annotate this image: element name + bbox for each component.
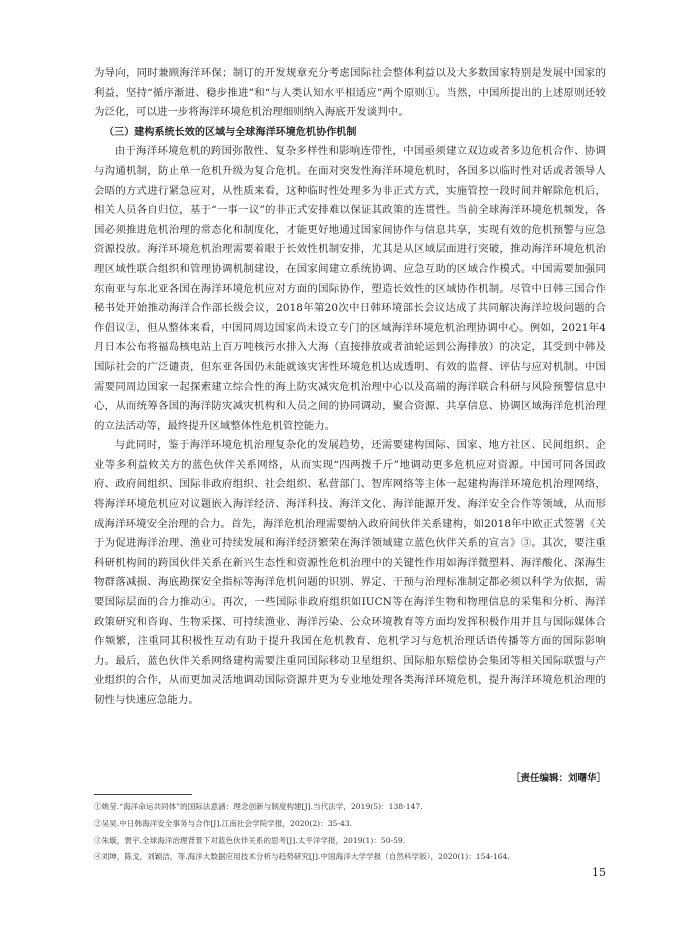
- page-number: 15: [592, 866, 606, 879]
- article-body: [94, 64, 606, 711]
- footnote-divider: [94, 794, 192, 795]
- paragraph: 由于海洋环境危机的跨国弥散性、复杂多样性和影响连带性，中国亟须建立双边或者多边危机合作、协调与沟通机制，防止单一危机升级为复合危机。在面对突发性海洋环境危机时，各国多以临时性对话或者领导人会晤的方式进行紧急应对，从性质来看，这种临时性处理多为非正式方式，实施管控一段时间并解除危机后，相关人员各自归位，基于“一事一议”的非正式安排难以保证其政策的连贯性。当前全球海洋环境危机频发，各国必须推进危机治理的常态化和制度化，才能更好地通过国家间协作与信息共享，实现有效的危机预警与应急资源投放。海洋环境危机治理需要着眼于长效性机制安排，尤其是从区域层面进行突破，推动海洋环境危机治理区域性联合组织和管理协调机制建设，在国家间建立系统协调、应急互助的区域合作模式。中国需要加强同东南亚与东北亚各国在海洋环境危机应对方面的国际协作，塑造长效性的区域协作机制。尽管中日韩三国合作秘书处开始推动海洋合作部长级会议，2018年第20次中日韩环境部长会议达成了共同解决海洋垃圾问题的合作倡议②，但从整体来看，中国同周边国家尚未设立专门的区域海洋环境危机治理协调中心。例如，2021年4月日本公布将福岛核电站上百万吨核污水排入大海（直接排放或者油轮运到公海排放）的决定，其受到中韩及国际社会的广泛谴责，但东亚各国仍未能就该灾害性环境危机达成透明、有效的监督、评估与应对机制。中国需要同周边国家一起探索建立综合性的海上防灾减灾危机治理中心以及高端的海洋联合科研与风险预警信息中心，从而统筹各国的海洋防灾减灾机构和人员之间的协同调动，聚合资源、共享信息、协调区域海洋危机治理的立法活动等，最终提升区域整体性危机管控能力。: [94, 145, 606, 432]
- paragraph: 与此同时，鉴于海洋环境危机治理复杂化的发展趋势，还需要建构国际、国家、地方社区、民间组织、企业等多利益攸关方的蓝色伙伴关系网络，从而实现“四两拨千斤”地调动更多危机应对资源。中国可同各国政府、政府间组织、国际非政府组织、社会组织、私营部门、智库网络等主体一起建构海洋环境危机治理网络，将海洋环境危机应对议题嵌入海洋经济、海洋科技、海洋文化、海洋能源开发、海洋安全合作等领域，从而形成海洋环境安全治理的合力。首先，海洋危机治理需要纳入政府间伙伴关系建构，如2018年中欧正式签署《关于为促进海洋治理、渔业可持续发展和海洋经济繁荣在海洋领域建立蓝色伙伴关系的宣言》③。其次，要注重科研机构间的跨国伙伴关系在新兴生态性和资源性危机治理中的关键性作用如海洋微塑料、海洋酸化、深海生物群落减损、海底勘探安全指标等海洋危机问题的识别、界定、干预与治理标准制定都必须以科学为依据，需要国际层面的合力推动④。再次，一些国际非政府组织如IUCN等在海洋生物和物理信息的采集和分析、海洋政策研究和咨询、生物采探、可持续渔业、海洋污染、公众环境教育等方面均发挥积极作用并且与国际媒体合作频繁，注重同其积极性互动有助于提升我国在危机教育、危机学习与危机治理话语传播等方面的国际影响力。最后，蓝色伙伴关系网络建构需要注重同国际移动卫星组织、国际船东赔偿协会集团等相关国际联盟与产业组织的合作，从而更加灵活地调动国际资源并更为专业地处理各类海洋环境危机，提升海洋环境危机治理的韧性与快速应急能力。: [94, 439, 606, 706]
- responsible-editor: ［责任编辑：刘曙华］: [510, 773, 606, 784]
- footnote: ②吴昊.中日韩海洋安全事务与合作[J].江南社会学院学报，2020(2)：35-43.: [94, 818, 353, 828]
- section-heading: （三）建构系统长效的区域与全球海洋环境危机协作机制: [104, 126, 357, 138]
- footnote: ③朱璇，贾宇.全球海洋治理背景下对蓝色伙伴关系的思考[J].太平洋学报，2019(1)：50-59.: [94, 835, 406, 845]
- paragraph-continued: 为导向，同时兼顾海洋环保；制订的开发规章充分考虑国际社会整体利益以及大多数国家特别是发展中国家的利益，坚持“循序渐进、稳步推进”和“与人类认知水平相适应”两个原则①。当然，中国所提出的上述原则还较为泛化，可以进一步将海洋环境危机治理细则纳入海底开发谈判中。: [94, 67, 606, 119]
- footnote: ④刘坤，陈戈，刘颖洁，等.海洋大数据应用技术分析与趋势研究[J].中国海洋大学学报（自然科学版），2020(1)：154-164.: [94, 852, 510, 862]
- footnotes: [94, 799, 606, 866]
- footnote: ①姚莹.“海洋命运共同体”的国际法意涵：理念创新与制度构建[J].当代法学，2019(5)：138-147.: [94, 802, 423, 811]
